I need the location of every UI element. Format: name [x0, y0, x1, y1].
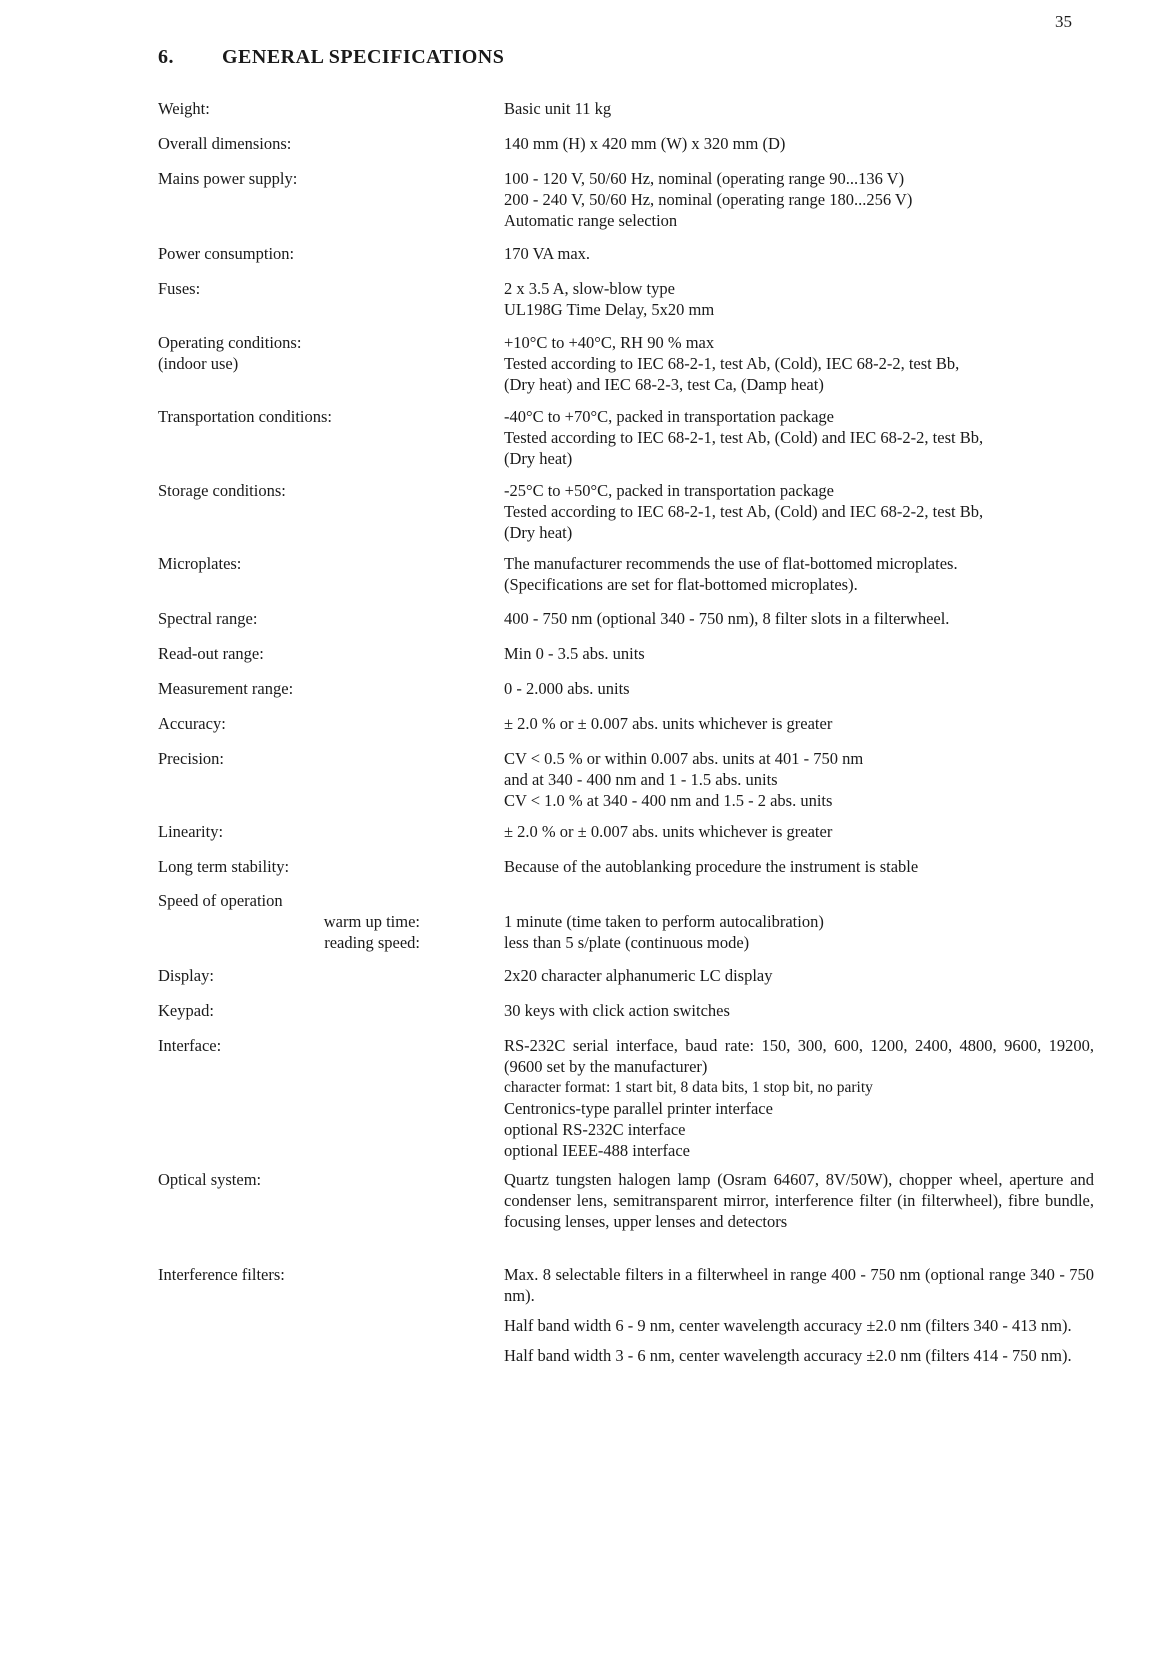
spec-line: 0 - 2.000 abs. units [504, 679, 630, 698]
spec-line: Min 0 - 3.5 abs. units [504, 644, 645, 663]
spec-label: Mains power supply: [158, 169, 298, 188]
spec-value [504, 98, 1094, 119]
spec-line: 400 - 750 nm (optional 340 - 750 nm), 8 filter slots in a filterwheel. [504, 609, 950, 628]
spec-value [504, 608, 1094, 629]
spec-label: Overall dimensions: [158, 134, 292, 153]
spec-value [504, 406, 1094, 469]
spec-paragraph: Max. 8 selectable filters in a filterwheel in range 400 - 750 nm (optional range 340 - 750 nm). [504, 1265, 1094, 1305]
spec-label: Speed of operation [158, 891, 283, 910]
spec-line: 100 - 120 V, 50/60 Hz, nominal (operating range 90...136 V) [504, 169, 905, 188]
section-number: 6. [158, 46, 174, 68]
spec-line: Tested according to IEC 68-2-1, test Ab, (Cold) and IEC 68-2-2, test Bb, [504, 502, 984, 521]
spec-line: -25°C to +50°C, packed in transportation package [504, 481, 834, 500]
spec-paragraph: RS-232C serial interface, baud rate: 150, 300, 600, 1200, 2400, 4800, 9600, 19200, (9600 set by the manufacturer) [504, 1036, 1094, 1076]
spec-line: ± 2.0 % or ± 0.007 abs. units whichever is greater [504, 714, 833, 733]
section-title: GENERAL SPECIFICATIONS [222, 46, 505, 68]
spec-line: 2 x 3.5 A, slow-blow type [504, 279, 675, 298]
spec-paragraph: Quartz tungsten halogen lamp (Osram 64607, 8V/50W), chopper wheel, aperture and condenser lens, semitransparent mirror, interference filter (in filterwheel), fibre bundle, focusing lenses, upper lenses and detectors [504, 1170, 1094, 1231]
spec-label: Interference filters: [158, 1265, 285, 1284]
spec-line: 1 minute (time taken to perform autocalibration) [504, 912, 824, 931]
spec-value [504, 1169, 1094, 1232]
spec-value [504, 332, 1094, 395]
spec-line: optional IEEE-488 interface [504, 1141, 691, 1160]
spec-value [504, 856, 1094, 877]
spec-line: character format: 1 start bit, 8 data bits, 1 stop bit, no parity [504, 1079, 873, 1096]
spec-line: CV < 0.5 % or within 0.007 abs. units at 401 - 750 nm [504, 749, 864, 768]
spec-label: Storage conditions: [158, 481, 286, 500]
spec-value [504, 480, 1094, 543]
spec-label: Optical system: [158, 1170, 262, 1189]
spec-line: Centronics-type parallel printer interface [504, 1099, 773, 1118]
spec-line: CV < 1.0 % at 340 - 400 nm and 1.5 - 2 abs. units [504, 791, 833, 810]
spec-value [504, 821, 1094, 842]
spec-value [504, 133, 1094, 154]
spec-label: Weight: [158, 99, 210, 118]
spec-label: Interface: [158, 1036, 222, 1055]
spec-label-note: (indoor use) [158, 354, 239, 373]
spec-label: Accuracy: [158, 714, 226, 733]
spec-line: less than 5 s/plate (continuous mode) [504, 933, 750, 952]
spec-line: UL198G Time Delay, 5x20 mm [504, 300, 715, 319]
spec-line: Because of the autoblanking procedure the instrument is stable [504, 857, 919, 876]
spec-value [504, 748, 1094, 811]
spec-sublabel: warm up time: [323, 912, 420, 931]
spec-label: Long term stability: [158, 857, 290, 876]
spec-line: The manufacturer recommends the use of flat-bottomed microplates. [504, 554, 958, 573]
spec-line: (Dry heat) [504, 449, 573, 468]
spec-line: Automatic range selection [504, 211, 678, 230]
section-heading [158, 46, 504, 69]
spec-label: Fuses: [158, 279, 201, 298]
spec-value [504, 965, 1094, 986]
spec-line: (Dry heat) [504, 523, 573, 542]
spec-paragraph: Half band width 3 - 6 nm, center wavelength accuracy ±2.0 nm (filters 414 - 750 nm). [504, 1346, 1072, 1365]
spec-value [504, 168, 1094, 231]
spec-value [504, 643, 1094, 664]
spec-paragraph: Half band width 6 - 9 nm, center wavelength accuracy ±2.0 nm (filters 340 - 413 nm). [504, 1316, 1072, 1335]
spec-label: Operating conditions: (indoor use) [158, 333, 302, 373]
spec-value [504, 278, 1094, 320]
spec-value [504, 553, 1094, 595]
spec-label: Spectral range: [158, 609, 258, 628]
spec-line: 2x20 character alphanumeric LC display [504, 966, 773, 985]
spec-label: Linearity: [158, 822, 224, 841]
spec-line: and at 340 - 400 nm and 1 - 1.5 abs. units [504, 770, 778, 789]
spec-line: +10°C to +40°C, RH 90 % max [504, 333, 715, 352]
spec-line: 170 VA max. [504, 244, 591, 263]
spec-line: ± 2.0 % or ± 0.007 abs. units whichever is greater [504, 822, 833, 841]
spec-value [504, 1000, 1094, 1021]
spec-line: -40°C to +70°C, packed in transportation package [504, 407, 834, 426]
spec-line: Tested according to IEC 68-2-1, test Ab, (Cold), IEC 68-2-2, test Bb, [504, 354, 960, 373]
spec-line: 30 keys with click action switches [504, 1001, 730, 1020]
spec-label: Measurement range: [158, 679, 294, 698]
spec-line: Basic unit 11 kg [504, 99, 612, 118]
spec-line: 140 mm (H) x 420 mm (W) x 320 mm (D) [504, 134, 786, 153]
spec-value [504, 1035, 1094, 1161]
spec-value [504, 713, 1094, 734]
spec-label: Read-out range: [158, 644, 264, 663]
spec-sublabel: reading speed: [324, 933, 420, 952]
spec-label: Power consumption: [158, 244, 295, 263]
spec-label: Microplates: [158, 554, 242, 573]
spec-line: Tested according to IEC 68-2-1, test Ab, (Cold) and IEC 68-2-2, test Bb, [504, 428, 984, 447]
spec-label: Display: [158, 966, 214, 985]
spec-value [504, 911, 1094, 953]
spec-value [504, 1264, 1094, 1366]
spec-line: (Dry heat) and IEC 68-2-3, test Ca, (Damp heat) [504, 375, 824, 394]
page-number: 35 [1055, 12, 1072, 31]
spec-label: Keypad: [158, 1001, 214, 1020]
spec-line: (Specifications are set for flat-bottomed microplates). [504, 575, 858, 594]
spec-line: 200 - 240 V, 50/60 Hz, nominal (operating range 180...256 V) [504, 190, 913, 209]
spec-line: optional RS-232C interface [504, 1120, 686, 1139]
spec-label: Transportation conditions: [158, 407, 333, 426]
spec-value [504, 243, 1094, 264]
spec-label: Precision: [158, 749, 224, 768]
spec-value [504, 678, 1094, 699]
